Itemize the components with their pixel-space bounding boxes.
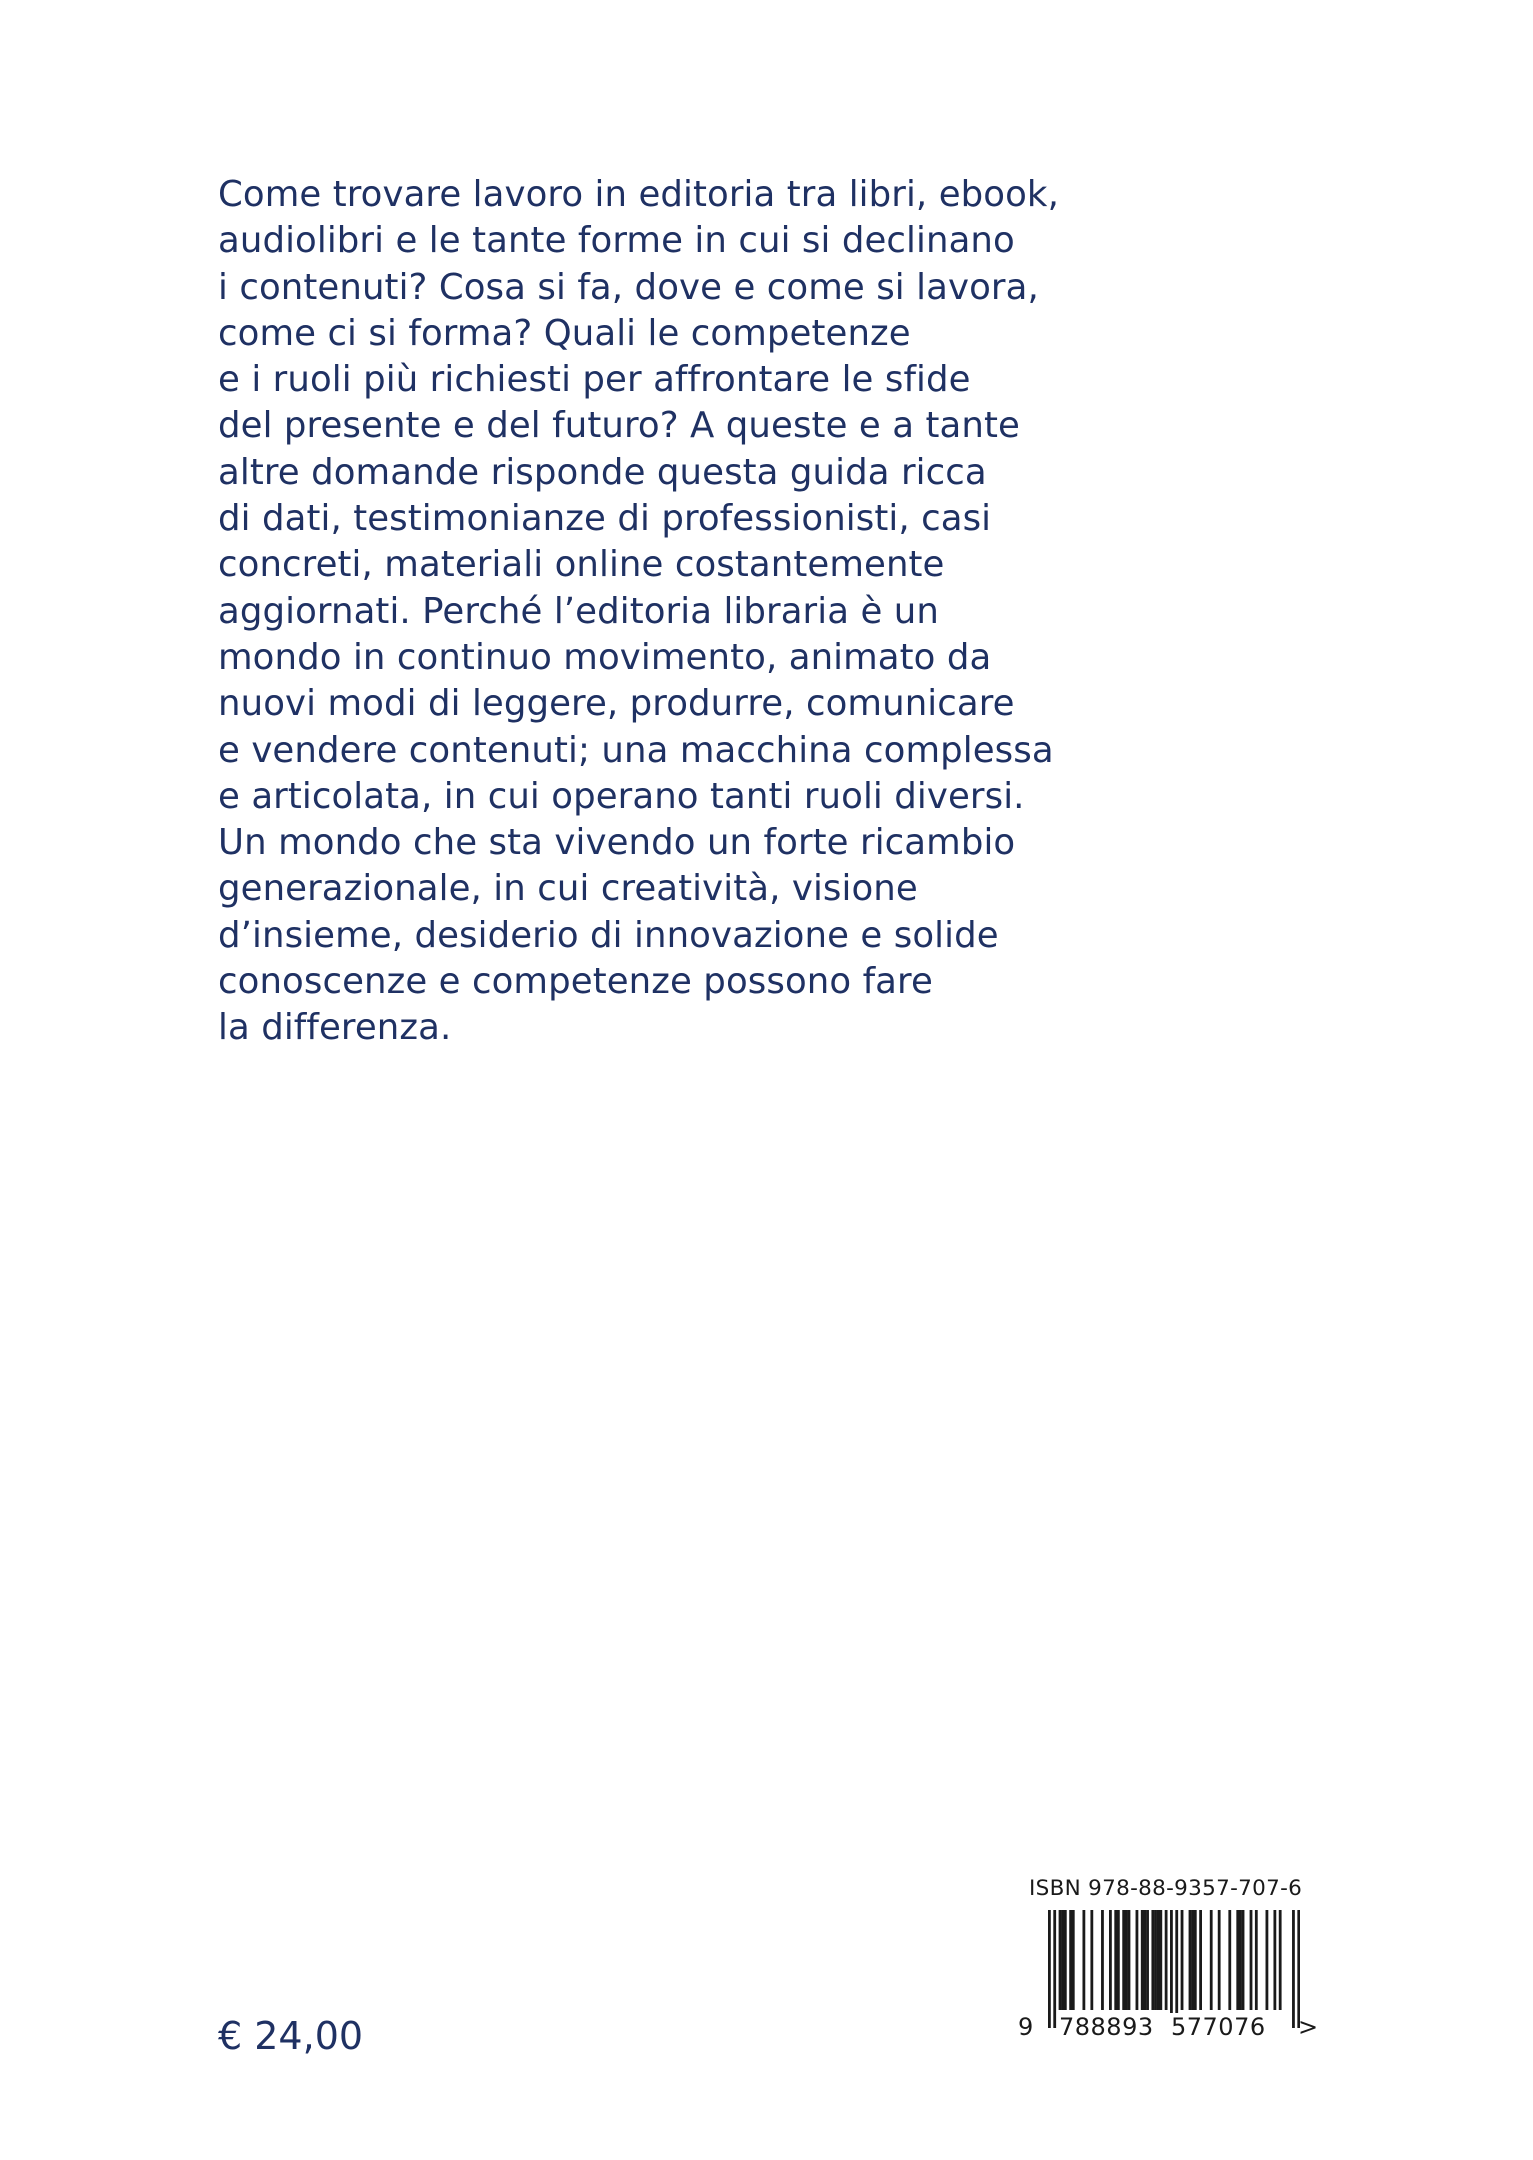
barcode-bar	[1059, 1910, 1062, 2010]
blurb-line: i contenuti? Cosa si fa, dove e come si lavora,	[218, 266, 1039, 308]
back-cover-blurb	[218, 172, 1218, 1052]
barcode-bar	[1064, 1910, 1067, 2010]
barcode-bar	[1242, 1910, 1245, 2010]
blurb-line: e i ruoli più richiesti per affrontare le sfide	[218, 359, 971, 401]
barcode-bar	[1069, 1910, 1072, 2010]
blurb-line: altre domande risponde questa guida ricca	[218, 451, 987, 493]
barcode-trail-mark: >	[1298, 2013, 1319, 2041]
blurb-line: la differenza.	[218, 1007, 452, 1049]
barcode-bar	[1175, 1910, 1178, 2028]
barcode-bar	[1297, 1910, 1300, 2028]
barcode-bar	[1151, 1910, 1154, 2010]
barcode-bar	[1255, 1910, 1258, 2010]
isbn-barcode	[1018, 1876, 1318, 2046]
blurb-line: audiolibri e le tante forme in cui si declinano	[218, 220, 1015, 262]
barcode-right-digits: 577076	[1171, 2013, 1266, 2041]
barcode-bar	[1128, 1910, 1131, 2010]
barcode-bar	[1122, 1910, 1125, 2010]
barcode-bar	[1239, 1910, 1242, 2010]
barcode-bar	[1194, 1910, 1197, 2010]
barcode-bar	[1199, 1910, 1202, 2010]
barcode-bar	[1170, 1910, 1173, 2028]
barcode-bar	[1117, 1910, 1120, 2010]
barcode-bar	[1191, 1910, 1194, 2010]
isbn-label: ISBN 978-88-9357-707-6	[1029, 1876, 1303, 1901]
blurb-line: e articolata, in cui operano tanti ruoli diversi.	[218, 775, 1025, 817]
barcode-bar	[1279, 1910, 1282, 2010]
barcode-bar	[1053, 1910, 1056, 2028]
barcode-bar	[1114, 1910, 1117, 2010]
barcode-bar	[1165, 1910, 1168, 2010]
barcode-lead-digit: 9	[1018, 2013, 1034, 2041]
barcode-left-digits: 788893	[1059, 2013, 1154, 2041]
barcode-bar	[1273, 1910, 1276, 2010]
blurb-line: del presente e del futuro? A queste e a tante	[218, 405, 1020, 447]
blurb-line: e vendere contenuti; una macchina complessa	[218, 729, 1054, 771]
blurb-line: mondo in continuo movimento, animato da	[218, 636, 992, 678]
blurb-line: aggiornati. Perché l’editoria libraria è un	[218, 590, 939, 632]
barcode-bar	[1154, 1910, 1157, 2010]
barcode-bar	[1250, 1910, 1253, 2010]
price-label: € 24,00	[218, 2014, 364, 2058]
barcode-bar	[1218, 1910, 1221, 2010]
barcode-bar	[1146, 1910, 1149, 2010]
barcode-bar	[1210, 1910, 1213, 2010]
barcode-bar	[1228, 1910, 1231, 2010]
blurb-line: concreti, materiali online costantemente	[218, 544, 945, 586]
barcode-bar	[1061, 1910, 1064, 2010]
blurb-line: generazionale, in cui creatività, visione	[218, 868, 918, 910]
barcode-bar	[1143, 1910, 1146, 2010]
barcode-bar	[1136, 1910, 1139, 2010]
barcode-bar	[1125, 1910, 1128, 2010]
barcode-bar	[1157, 1910, 1160, 2010]
blurb-line: nuovi modi di leggere, produrre, comunicare	[218, 683, 1015, 725]
blurb-line: d’insieme, desiderio di innovazione e solide	[218, 914, 999, 956]
barcode-bar	[1072, 1910, 1075, 2010]
blurb-line: come ci si forma? Quali le competenze	[218, 312, 911, 354]
barcode-bar	[1109, 1910, 1112, 2010]
barcode-bar	[1181, 1910, 1184, 2010]
barcode-bar	[1048, 1910, 1051, 2028]
barcode-bar	[1141, 1910, 1144, 2010]
barcode-bar	[1292, 1910, 1295, 2028]
blurb-line: Un mondo che sta vivendo un forte ricambio	[218, 822, 1016, 864]
blurb-line: di dati, testimonianze di professionisti, casi	[218, 498, 992, 540]
barcode-bar	[1082, 1910, 1085, 2010]
barcode-bar	[1159, 1910, 1162, 2010]
blurb-line: Come trovare lavoro in editoria tra libri, ebook,	[218, 174, 1059, 215]
barcode-graphic	[1048, 1910, 1300, 2030]
barcode-bar	[1266, 1910, 1269, 2010]
barcode-bar	[1189, 1910, 1192, 2010]
barcode-bar	[1101, 1910, 1104, 2010]
barcode-bar	[1236, 1910, 1239, 2010]
barcode-bars	[1048, 1910, 1300, 2030]
barcode-bar	[1090, 1910, 1093, 2010]
blurb-line: conoscenze e competenze possono fare	[218, 961, 933, 1003]
